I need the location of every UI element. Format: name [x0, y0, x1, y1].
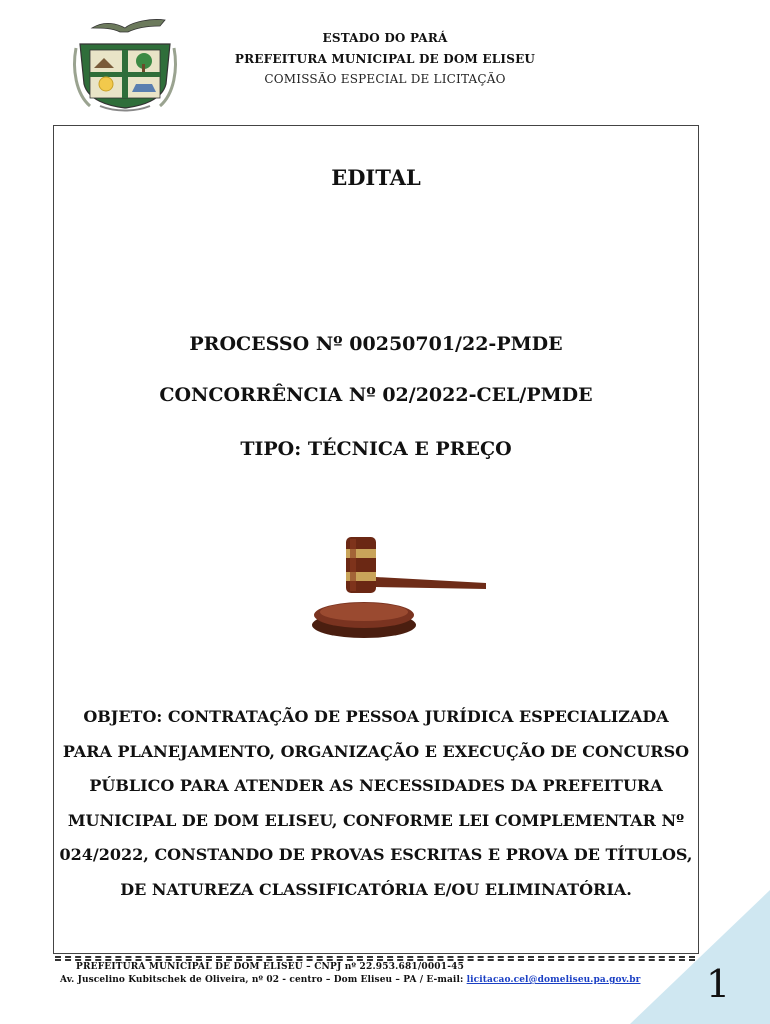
header-prefecture: PREFEITURA MUNICIPAL DE DOM ELISEU	[234, 52, 536, 66]
footer-divider	[55, 956, 695, 961]
corner-decoration	[630, 890, 770, 1024]
page-number: 1	[706, 962, 731, 1006]
page-title: EDITAL	[331, 165, 421, 190]
header-commission: COMISSÃO ESPECIAL DE LICITAÇÃO	[264, 72, 506, 86]
footer-address	[60, 975, 640, 985]
tipo-label: TIPO: TÉCNICA E PREÇO	[240, 438, 512, 460]
concorrencia-number: CONCORRÊNCIA Nº 02/2022-CEL/PMDE	[159, 384, 593, 406]
objeto-text: OBJETO: CONTRATAÇÃO DE PESSOA JURÍDICA ESPECIALIZADA PARA PLANEJAMENTO, ORGANIZAÇÃO E EXECUÇÃO DE CONCURSO PÚBLICO PARA ATENDER AS NECESSIDADES DA PREFEITURA MUNICIPAL DE DOM ELISEU, CONFORME LEI COMPLEMENTAR Nº 024/2022, CONSTANDO DE PROVAS ESCRITAS E PROVA DE TÍTULOS, DE NATUREZA CLASSIFICATÓRIA E/OU ELIMINATÓRIA.	[59, 707, 693, 899]
header-state: ESTADO DO PARÁ	[322, 31, 448, 45]
footer-email-link[interactable]: licitacao.cel@domeliseu.pa.gov.br	[466, 975, 641, 985]
municipal-crest-icon	[70, 14, 180, 114]
page-header	[0, 0, 770, 110]
processo-number: PROCESSO Nº 00250701/22-PMDE	[189, 333, 563, 355]
footer-cnpj: PREFEITURA MUNICIPAL DE DOM ELISEU – CNPJ nº 22.953.681/0001-45	[76, 962, 465, 972]
footer-address-text: Av. Juscelino Kubitschek de Oliveira, nº 02 - centro – Dom Eliseu – PA / E-mail:	[60, 975, 467, 985]
gavel-icon	[306, 533, 494, 641]
